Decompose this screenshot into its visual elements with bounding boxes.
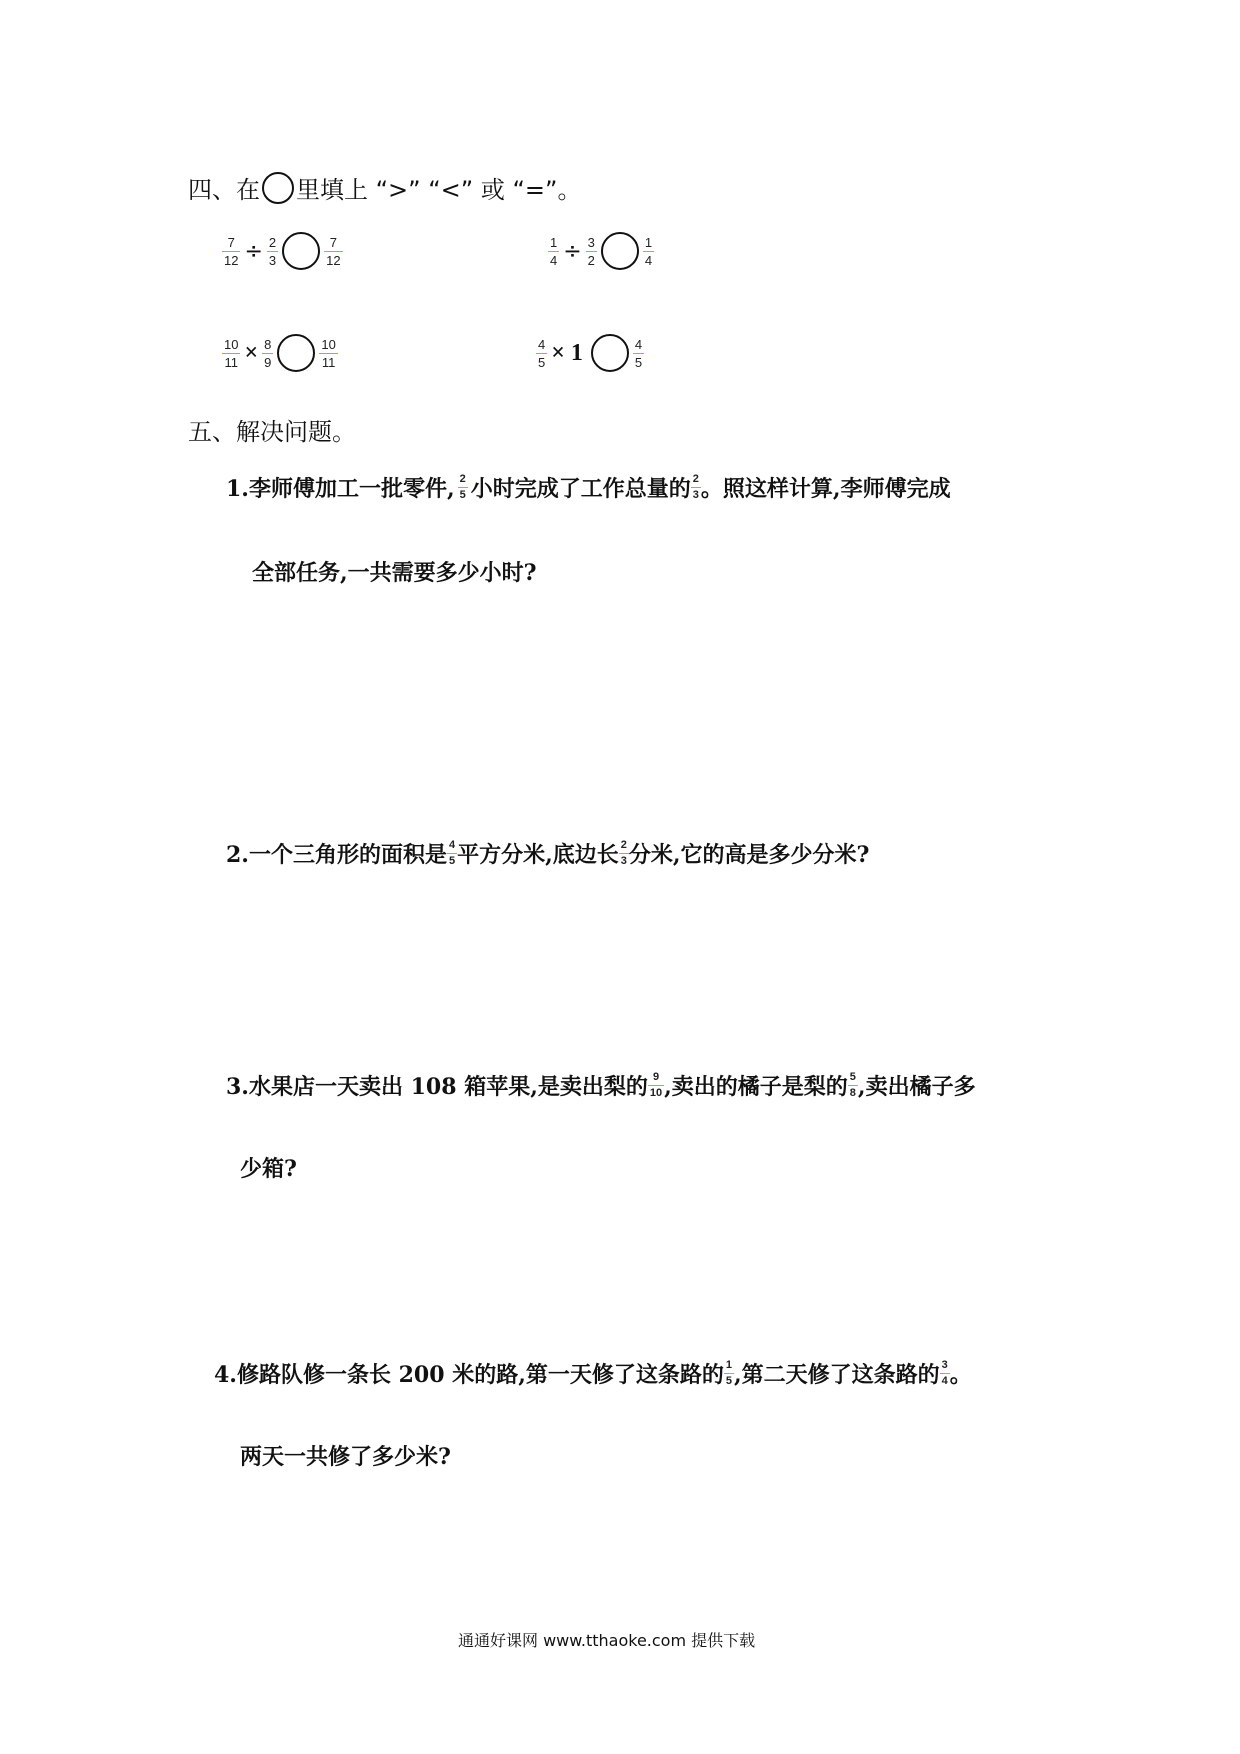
circle-icon: [262, 172, 294, 204]
problem-1-line-1: [226, 472, 951, 503]
operator: ×: [244, 339, 259, 366]
fraction: $\frac{3}{4}$: [941, 1359, 948, 1387]
compare-item-1: [222, 232, 343, 270]
fraction: $\frac{2}{3}$: [268, 234, 277, 268]
fraction: $\frac{3}{2}$: [587, 234, 595, 268]
operator: ÷: [244, 238, 263, 264]
fraction: $\frac{9}{10}$: [649, 1071, 663, 1099]
problem-3-line-1: [226, 1070, 976, 1101]
text: 分米,它的高是多少分米?: [628, 842, 870, 868]
problem-4-line-1: [214, 1358, 972, 1389]
fraction: $\frac{7}{12}$: [224, 234, 239, 268]
text: 1.李师傅加工一批零件,: [226, 476, 455, 502]
fraction: $\frac{4}{5}$: [448, 839, 456, 867]
text: ,卖出的橘子是梨的: [664, 1074, 848, 1100]
text: 3.水果店一天卖出 108 箱苹果,是卖出梨的: [226, 1074, 648, 1100]
fraction: $\frac{2}{5}$: [459, 473, 466, 501]
fraction: $\frac{10}{11}$: [321, 336, 336, 370]
answer-circle[interactable]: [277, 334, 315, 372]
section5-heading: 五、解决问题。: [188, 418, 356, 446]
operator: ÷: [563, 238, 582, 264]
fraction: $\frac{8}{9}$: [264, 336, 272, 370]
text: ,第二天修了这条路的: [734, 1362, 940, 1388]
fraction: $\frac{4}{5}$: [634, 336, 643, 370]
problem-2-line-1: [226, 838, 869, 869]
section4-heading: [188, 170, 581, 205]
fraction: $\frac{1}{4}$: [644, 234, 653, 268]
fraction: $\frac{7}{12}$: [326, 234, 341, 268]
operator: × 1: [551, 339, 583, 366]
heading-suffix: 里填上 “>” “<” 或 “=”。: [296, 176, 582, 204]
compare-item-2: [548, 232, 654, 270]
fraction: $\frac{4}{5}$: [538, 336, 546, 370]
text: 2.一个三角形的面积是: [226, 842, 447, 868]
text: 。: [949, 1362, 972, 1388]
text: 平方分米,底边长: [457, 842, 619, 868]
compare-item-3: [222, 334, 338, 372]
answer-circle[interactable]: [601, 232, 639, 270]
fraction: $\frac{10}{11}$: [224, 336, 239, 370]
compare-item-4: [536, 334, 644, 372]
problem-3-line-2: 少箱?: [240, 1156, 297, 1182]
fraction: $\frac{2}{3}$: [692, 473, 699, 501]
answer-circle[interactable]: [591, 334, 629, 372]
page-footer: 通通好课网 www.tthaoke.com 提供下载: [458, 1631, 756, 1650]
answer-circle[interactable]: [282, 232, 320, 270]
fraction: $\frac{1}{4}$: [550, 234, 558, 268]
text: 小时完成了工作总量的: [470, 476, 691, 502]
problem-1-line-2: 全部任务,一共需要多少小时?: [252, 560, 537, 586]
text: 。照这样计算,李师傅完成: [700, 476, 951, 502]
fraction: $\frac{2}{3}$: [620, 839, 627, 867]
fraction: $\frac{5}{8}$: [849, 1071, 856, 1099]
fraction: $\frac{1}{5}$: [725, 1359, 732, 1387]
text: ,卖出橘子多: [857, 1074, 976, 1100]
text: 4.修路队修一条长 200 米的路,第一天修了这条路的: [214, 1362, 724, 1388]
heading-prefix: 四、在: [188, 176, 260, 204]
problem-4-line-2: 两天一共修了多少米?: [240, 1444, 451, 1470]
